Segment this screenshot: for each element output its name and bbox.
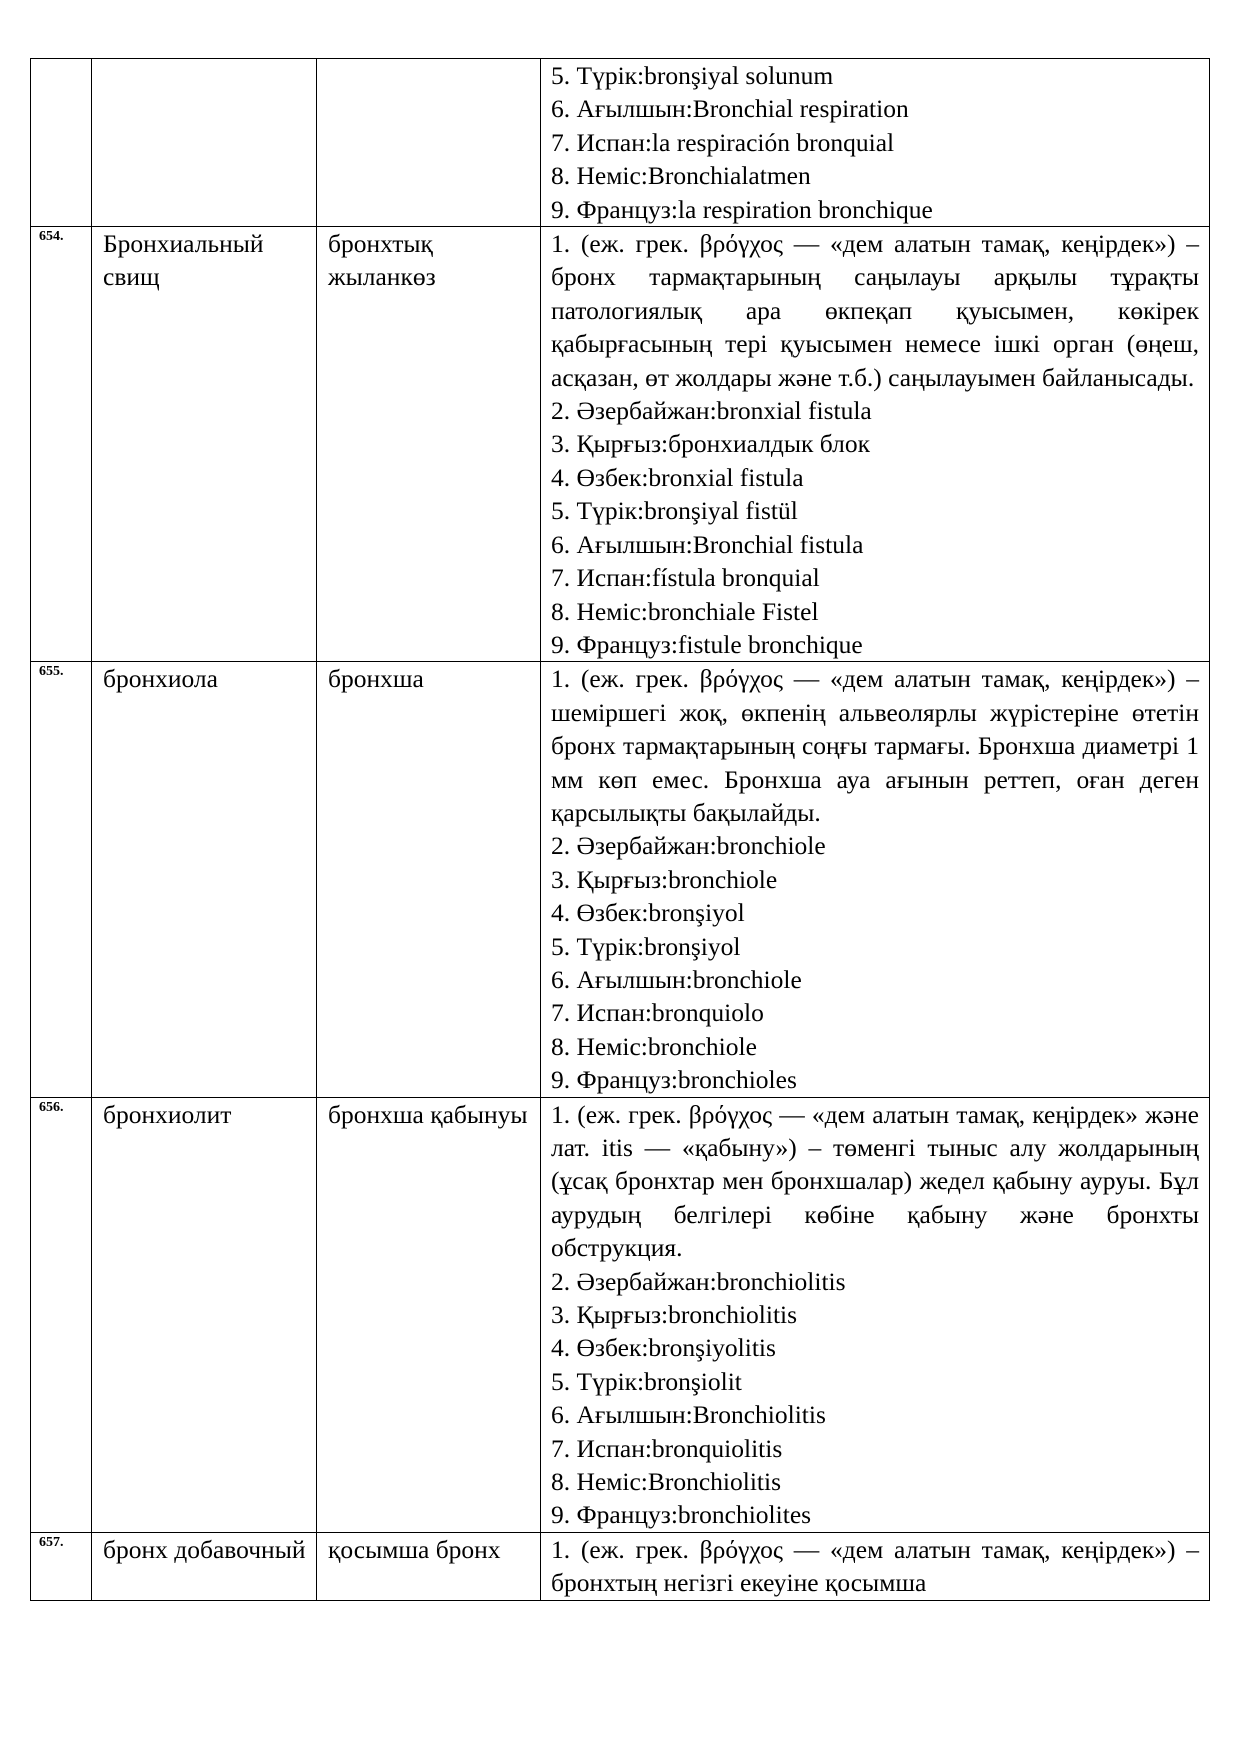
- russian-term: бронхиолит: [103, 1099, 232, 1129]
- translation-line: 2. Әзербайжан:bronchiolitis: [551, 1266, 846, 1296]
- translation-line: 9. Француз:bronchiolites: [551, 1500, 812, 1530]
- translation-line: 4. Өзбек:bronşiyol: [551, 898, 745, 928]
- dictionary-rows: [31, 59, 1210, 1601]
- kazakh-term-cell: [317, 59, 541, 227]
- translation-line: 9. Француз:la respiration bronchique: [551, 194, 933, 224]
- entry-number: [31, 59, 91, 61]
- translation-line: 5. Түрік:bronşiyal fistül: [551, 496, 798, 526]
- entry-number-cell: [31, 227, 92, 662]
- kazakh-term: бронхша қабынуы: [328, 1099, 528, 1129]
- translation-line: 6. Ағылшын:Bronchial fistula: [551, 529, 864, 559]
- definition-text: 1. (еж. грек. βρόγχος — «дем алатын тамақ, кеңірдек») – бронх тармақтарының саңылауы арқылы тұрақты патологиялық ара өкпеқап қуысымен, көкірек қабырғасының тері қуысымен немесе ішкі орган (өңеш, асқазан, өт жолдары және т.б.) саңылауымен байланысады.: [551, 229, 1199, 392]
- translation-line: 9. Француз:fistule bronchique: [551, 629, 863, 659]
- definition-cell: [541, 59, 1210, 227]
- translation-line: 3. Қырғыз:bronchiole: [551, 864, 778, 894]
- entry-number: 657.: [39, 1534, 64, 1550]
- kazakh-term: қосымша бронх: [328, 1534, 501, 1564]
- translation-line: 8. Неміс:Bronchiolitis: [551, 1467, 782, 1497]
- translation-line: 2. Әзербайжан:bronchiole: [551, 831, 826, 861]
- russian-term: бронхиола: [103, 664, 218, 694]
- translation-line: 4. Өзбек:bronşiyolitis: [551, 1333, 776, 1363]
- entry-number-cell: [31, 59, 92, 227]
- translation-line: 7. Испан:la respiración bronquial: [551, 127, 895, 157]
- translation-line: 9. Француз:bronchioles: [551, 1065, 797, 1095]
- entry-number: 655.: [39, 664, 64, 680]
- russian-term-cell: [92, 1097, 317, 1532]
- definition-cell: [541, 1097, 1210, 1532]
- entry-row: [31, 662, 1210, 1097]
- entry-row: [31, 227, 1210, 662]
- entry-number-cell: [31, 1532, 92, 1600]
- definition-text: 1. (еж. грек. βρόγχος — «дем алатын тамақ, кеңірдек») – шеміршегі жоқ, өкпенің альвеолярлы жүрістеріне өтетін бронх тармақтарының соңғы тармағы. Бронхша диаметрі 1 мм көп емес. Бронхша ауа ағынын реттеп, оған деген қарсылықты бақылайды.: [551, 664, 1199, 827]
- definition-cell: [541, 662, 1210, 1097]
- kazakh-term: бронхша: [328, 664, 424, 694]
- kazakh-term-cell: [317, 1532, 541, 1600]
- definition-text: 1. (еж. грек. βρόγχος — «дем алатын тамақ, кеңірдек» және лат. itis — «қабыну») – төменгі тыныс алу жолдарының (ұсақ бронхтар мен бронхшалар) жедел қабыну ауруы. Бұл аурудың белгілері көбіне қабыну және бронхты обструкция.: [551, 1099, 1199, 1263]
- translation-line: 8. Неміс:bronchiale Fistel: [551, 596, 819, 626]
- entry-number: 654.: [39, 229, 64, 245]
- entry-number-cell: [31, 662, 92, 1097]
- russian-term-cell: [92, 1532, 317, 1600]
- translation-line: 3. Қырғыз:бронхиалдык блок: [551, 429, 870, 459]
- translation-line: 7. Испан:bronquiolitis: [551, 1433, 783, 1463]
- definition-cell: [541, 1532, 1210, 1600]
- entry-number: 656.: [39, 1099, 64, 1115]
- kazakh-term-cell: [317, 227, 541, 662]
- entry-row: [31, 59, 1210, 227]
- translation-line: 5. Түрік:bronşiyal solunum: [551, 61, 834, 90]
- entry-row: [31, 1532, 1210, 1600]
- entry-row: [31, 1097, 1210, 1532]
- translation-line: 5. Түрік:bronşiyol: [551, 931, 741, 961]
- russian-term: Бронхиальный свищ: [103, 229, 264, 292]
- translation-line: 4. Өзбек:bronxial fistula: [551, 462, 804, 492]
- russian-term-cell: [92, 227, 317, 662]
- russian-term-cell: [92, 59, 317, 227]
- definition-cell: [541, 227, 1210, 662]
- kazakh-term: бронхтық жыланкөз: [328, 229, 436, 292]
- translation-line: 2. Әзербайжан:bronxial fistula: [551, 396, 872, 426]
- translation-line: 7. Испан:bronquiolo: [551, 998, 764, 1028]
- kazakh-term-cell: [317, 1097, 541, 1532]
- definition-text: 1. (еж. грек. βρόγχος — «дем алатын тамақ, кеңірдек») – бронхтың негізгі екеуіне қосымша: [551, 1534, 1199, 1598]
- russian-term: бронх добавочный: [103, 1534, 306, 1564]
- entry-number-cell: [31, 1097, 92, 1532]
- translation-line: 6. Ағылшын:Bronchial respiration: [551, 94, 909, 124]
- translation-line: 6. Ағылшын:bronchiole: [551, 964, 802, 994]
- translation-line: 6. Ағылшын:Bronchiolitis: [551, 1400, 826, 1430]
- dictionary-table: [30, 58, 1210, 1601]
- translation-line: 5. Түрік:bronşiolit: [551, 1366, 742, 1396]
- translation-line: 7. Испан:fístula bronquial: [551, 563, 820, 593]
- translation-line: 8. Неміс:bronchiole: [551, 1031, 757, 1061]
- kazakh-term-cell: [317, 662, 541, 1097]
- russian-term-cell: [92, 662, 317, 1097]
- translation-line: 8. Неміс:Bronchialatmen: [551, 161, 811, 191]
- translation-line: 3. Қырғыз:bronchiolitis: [551, 1300, 798, 1330]
